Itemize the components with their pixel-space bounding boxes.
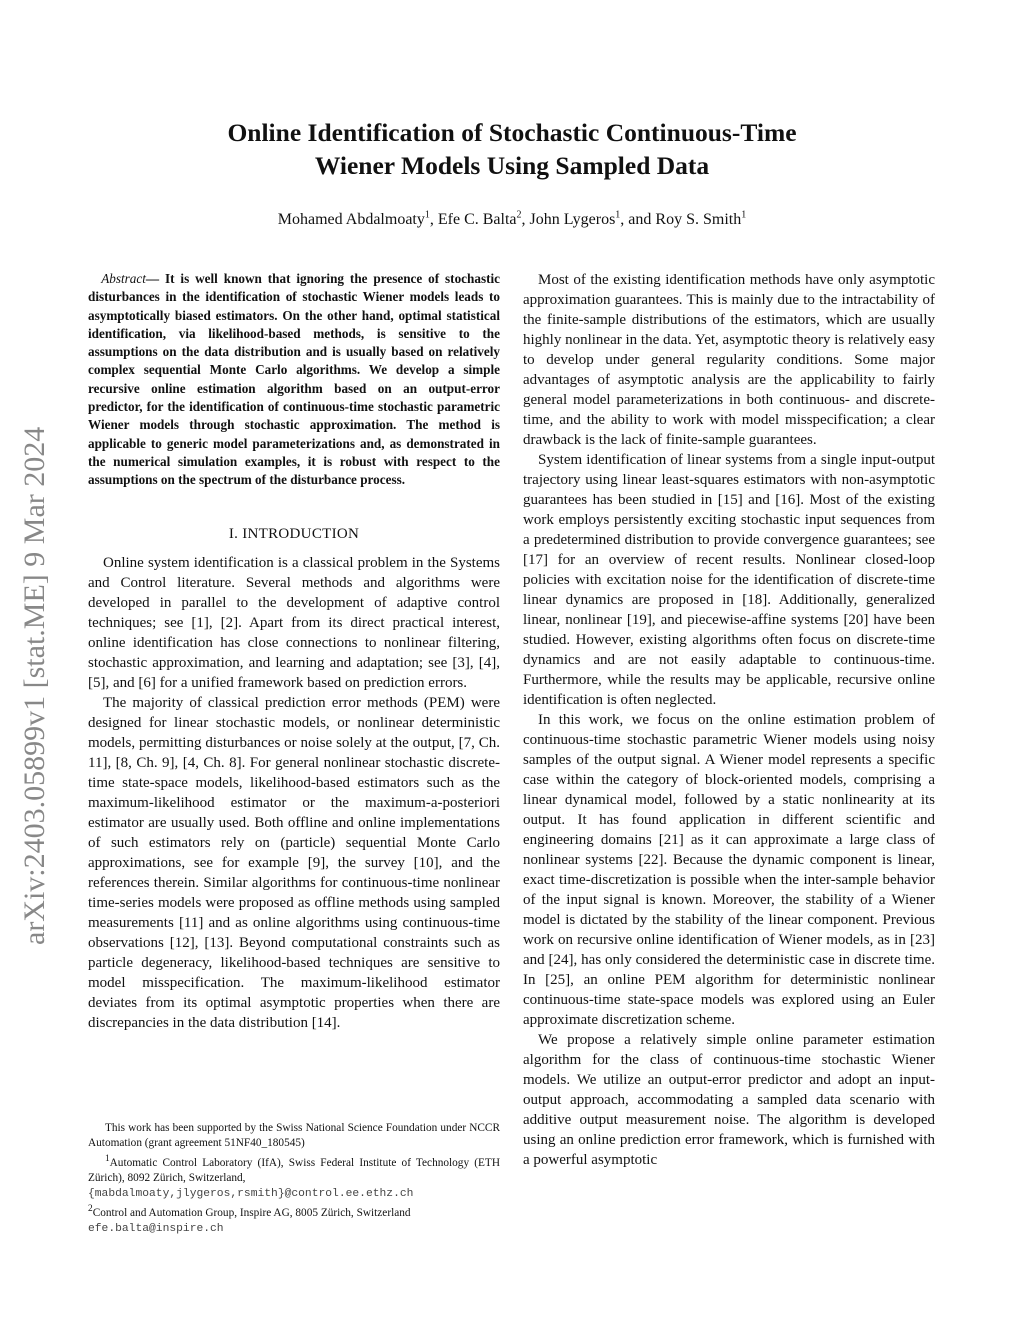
author-name: John Lygeros bbox=[529, 211, 616, 229]
funding-note: This work has been supported by the Swiss National Science Foundation under NCCR Automation (grant agreement 51NF40_180545) bbox=[88, 1122, 500, 1150]
paragraph: Online system identification is a classical problem in the Systems and Control literature. Several methods and algorithms were developed in parallel to the development of adaptive control techniques; see [1], [2]. Apart from its direct practical interest, online identification has close connections to nonlinear filtering, stochastic approximation, and learning and adaptation; see [3], [4], [5], and [6] for a unified framework based on prediction errors. bbox=[88, 554, 500, 691]
paragraph: Most of the existing identification methods have only asymptotic approximation guarantees. This is mainly due to the intractability of the finite-sample distributions of the estimators, which are usually highly nonlinear in the data. Yet, asymptotic theory is relatively easy to develop under general regularity conditions. Some major advantages of asymptotic analysis are the applicability to fairly general model parameterizations in both continuous- and discrete-time, and the ability to work with model misspecification; a clear drawback is the lack of finite-sample guarantees. bbox=[523, 272, 935, 448]
author-affiliation-mark: 1 bbox=[424, 210, 430, 221]
right-column bbox=[523, 270, 935, 1170]
author bbox=[438, 211, 530, 228]
affiliation-mark: 1 bbox=[104, 1153, 110, 1164]
paragraph: In this work, we focus on the online estimation problem of continuous-time stochastic parametric Wiener models using noisy samples of the output signal. A Wiener model represents a specific case within the category of block-oriented models, comprising a linear dynamical model, followed by a static nonlinearity at its output. It has found application in different scientific and engineering domains [21] as it can approximate a large class of nonlinear systems [22]. Because the dynamic component is linear, exact time-discretization is possible when the inter-sample behavior of the input signal is known. Moreover, the stability of a Wiener model is dictated by the stability of the linear component. Previous work on recursive online identification of Wiener models, as in [23] and [24], has only considered the deterministic case in discrete time. In [25], an online PEM algorithm for deterministic nonlinear continuous-time state-space models was explored using an Euler approximate discretization scheme. bbox=[523, 712, 935, 1028]
affiliation-text: Control and Automation Group, Inspire AG, 8005 Zürich, Switzerland bbox=[92, 1207, 411, 1220]
author-name: Roy S. Smith bbox=[655, 211, 742, 229]
title-line-1: Online Identification of Stochastic Continuous-Time bbox=[227, 118, 797, 147]
author-name: Mohamed Abdalmoaty bbox=[277, 211, 425, 229]
author-separator: , bbox=[521, 211, 530, 229]
author-affiliation-mark: 2 bbox=[516, 210, 522, 221]
affiliation-2 bbox=[88, 1202, 500, 1237]
affiliation-1 bbox=[88, 1152, 500, 1203]
author-name: Efe C. Balta bbox=[437, 211, 517, 229]
author bbox=[278, 211, 438, 228]
paragraph: We propose a relatively simple online parameter estimation algorithm for the class of continuous-time stochastic Wiener models. We utilize an output-error predictor and adopt an input-output approach, accommodating a sampled data scenario with additive output measurement noise. The algorithm is developed using an online prediction error framework, which is furnished with a powerful asymptotic bbox=[523, 1032, 935, 1168]
left-column bbox=[88, 270, 500, 1033]
author-affiliation-mark: 1 bbox=[741, 210, 747, 221]
title-line-2: Wiener Models Using Sampled Data bbox=[314, 151, 710, 180]
author bbox=[530, 211, 656, 228]
abstract bbox=[88, 270, 500, 490]
footnotes bbox=[88, 1121, 500, 1238]
author bbox=[655, 211, 746, 228]
author-list bbox=[0, 210, 1024, 229]
author-affiliation-mark: 1 bbox=[615, 210, 621, 221]
email-link[interactable]: efe.balta@inspire.ch bbox=[88, 1223, 224, 1236]
author-separator: , bbox=[429, 211, 438, 229]
section-heading: I. INTRODUCTION bbox=[228, 525, 360, 542]
email-link[interactable]: {mabdalmoaty,jlygeros,rsmith}@control.ee.ethz.ch bbox=[88, 1187, 414, 1200]
affiliation-mark: 2 bbox=[88, 1204, 93, 1215]
paper-title bbox=[0, 116, 1024, 182]
arxiv-identifier: arXiv:2403.05899v1 [stat.ME] 9 Mar 2024 bbox=[18, 426, 51, 945]
author-separator: , and bbox=[620, 211, 656, 229]
paragraph: The majority of classical prediction error methods (PEM) were designed for linear stochastic models, or nonlinear deterministic models, permitting disturbances or noise solely at the output, [7, Ch. 11], [8, Ch. 9], [4, Ch. 8]. For general nonlinear stochastic discrete-time state-space models, likelihood-based estimators such as the maximum-likelihood estimator or the maximum-a-posteriori estimator are usually used. Both offline and online implementations of such estimators rely on (particle) sequential Monte Carlo approximations, see for example [9], the survey [10], and the references therein. Similar algorithms for continuous-time nonlinear time-series models were proposed as offline methods using sampled measurements [11] and as online algorithms using continuous-time observations [12], [13]. Beyond computational constraints such as particle degeneracy, likelihood-based techniques are sensitive to model misspecification. The maximum-likelihood estimator deviates from its optimal asymptotic properties when there are discrepancies in the data distribution [14]. bbox=[88, 694, 500, 1031]
paragraph: System identification of linear systems from a single input-output trajectory using linear least-squares estimators with non-asymptotic guarantees has been studied in [15] and [16]. Most of the existing work employs persistently exciting stochastic input sequences from a predetermined distribution to provide convergence guarantees; see [17] for an overview of recent results. Nonlinear closed-loop policies with excitation noise for the identification of discrete-time linear dynamics are proposed in [18]. Additionally, generalized linear, nonlinear [19], and piecewise-affine systems [20] have been studied. However, existing algorithms often focus on discrete-time dynamics and are not easily adaptable to continuous-time. Furthermore, while the results may be applicable, recursive online identification is often neglected. bbox=[523, 452, 935, 708]
abstract-label: Abstract bbox=[101, 271, 146, 286]
abstract-text: — It is well known that ignoring the presence of stochastic disturbances in the identification of stochastic Wiener models leads to asymptotically biased estimators. On the other hand, optimal statistical identification, via likelihood-based methods, is sensitive to the assumptions on the data distribution and is usually based on relatively complex sequential Monte Carlo algorithms. We develop a simple recursive online estimation algorithm based on an output-error predictor, for the identification of continuous-time stochastic parametric Wiener models through stochastic approximation. The method is applicable to generic model parameterizations and, as demonstrated in the numerical simulation examples, it is robust with respect to the assumptions on the spectrum of the disturbance process. bbox=[88, 271, 500, 488]
affiliation-text: Automatic Control Laboratory (IfA), Swiss Federal Institute of Technology (ETH Zürich), 8092 Zürich, Switzerland, bbox=[88, 1156, 500, 1184]
